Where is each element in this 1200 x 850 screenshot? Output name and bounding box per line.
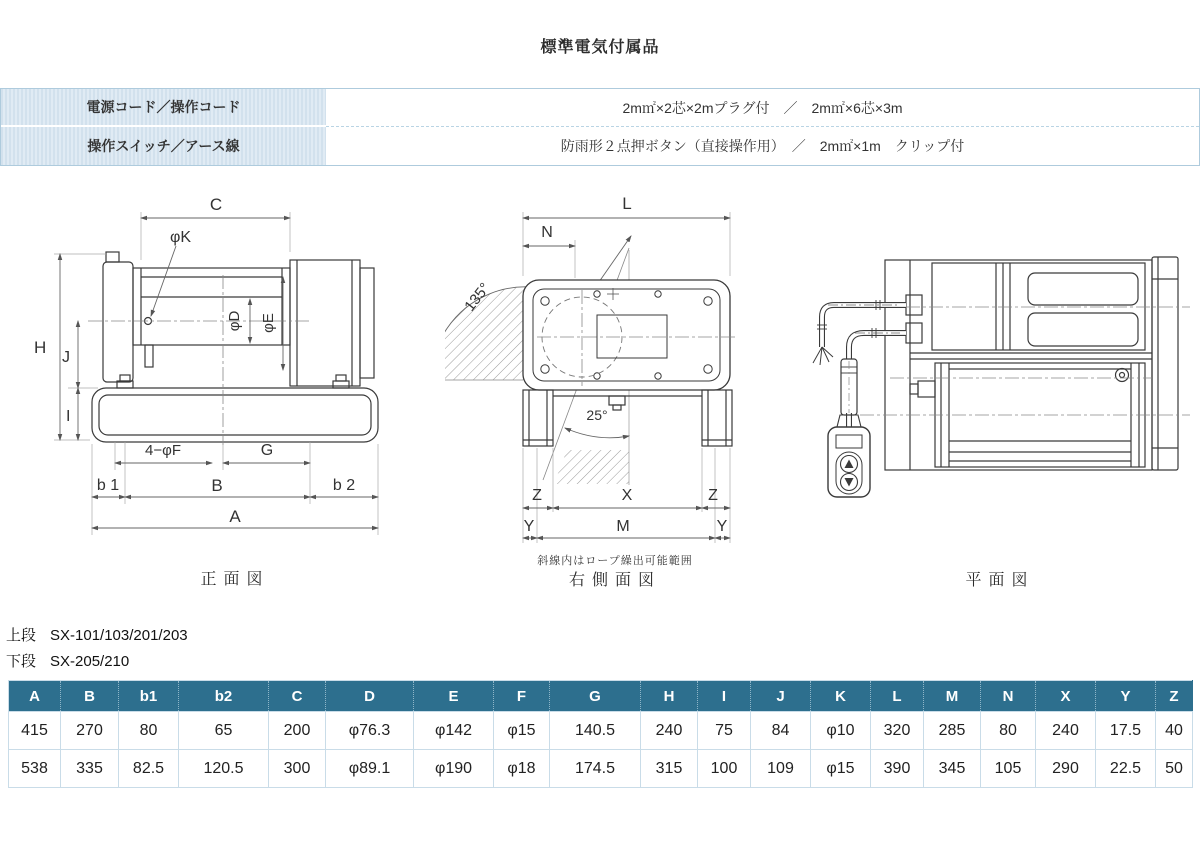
- dim-header-cell: Z: [1156, 681, 1193, 712]
- dim-cell: 82.5: [119, 750, 179, 788]
- dim-cell: 65: [179, 712, 269, 750]
- up-button-icon: [845, 460, 854, 469]
- dim-label-y-right: Y: [716, 518, 728, 535]
- dim-label-i: I: [66, 408, 71, 425]
- spec-label-switch-earth: 操作スイッチ／アース線: [1, 127, 326, 165]
- dimension-table: [8, 680, 1192, 788]
- dim-cell: 390: [871, 750, 924, 788]
- plan-view-drawing: [800, 195, 1200, 555]
- down-button-icon: [845, 478, 854, 487]
- dim-cell: φ142: [414, 712, 494, 750]
- dim-cell: 315: [641, 750, 698, 788]
- dim-cell: 300: [269, 750, 326, 788]
- dim-header-cell: C: [269, 681, 326, 712]
- dim-row-upper: [9, 712, 1193, 750]
- dim-cell: φ10: [811, 712, 871, 750]
- model-upper-value: SX-101/103/201/203: [50, 627, 188, 644]
- side-view-drawing: [445, 190, 785, 550]
- dim-label-phi-e: φE: [260, 313, 277, 333]
- front-view-drawing: [20, 190, 450, 550]
- dim-header-cell: X: [1036, 681, 1096, 712]
- dim-cell: φ15: [811, 750, 871, 788]
- dim-label-phi-k: φK: [170, 229, 192, 246]
- dim-header-cell: B: [61, 681, 119, 712]
- dim-cell: 140.5: [550, 712, 641, 750]
- dim-header-row: [9, 681, 1193, 712]
- dim-header-cell: M: [924, 681, 981, 712]
- dim-label-b2: b 2: [332, 477, 356, 494]
- angle-label-135: 135°: [461, 279, 494, 315]
- dim-row-lower: [9, 750, 1193, 788]
- dim-label-g: G: [260, 442, 274, 459]
- dim-header-cell: H: [641, 681, 698, 712]
- dim-cell: 345: [924, 750, 981, 788]
- dim-label-4phif: 4−φF: [145, 442, 181, 459]
- dim-cell: 415: [9, 712, 61, 750]
- dim-label-x: X: [621, 487, 633, 504]
- dim-header-cell: D: [326, 681, 414, 712]
- dim-header-cell: b1: [119, 681, 179, 712]
- dim-header-cell: J: [751, 681, 811, 712]
- dim-header-cell: E: [414, 681, 494, 712]
- dim-label-n: N: [541, 224, 553, 241]
- dim-label-m: M: [616, 518, 630, 535]
- spec-label-power-cord: 電源コード／操作コード: [1, 89, 326, 127]
- dim-header-cell: A: [9, 681, 61, 712]
- dim-cell: 75: [698, 712, 751, 750]
- dim-cell: 40: [1156, 712, 1193, 750]
- model-line-upper: [6, 624, 188, 645]
- dim-cell: φ190: [414, 750, 494, 788]
- dim-label-z-left: Z: [532, 487, 542, 504]
- dim-label-a: A: [229, 507, 241, 526]
- dim-cell: 174.5: [550, 750, 641, 788]
- dim-header-cell: I: [698, 681, 751, 712]
- dim-cell: 335: [61, 750, 119, 788]
- dim-label-z-right: Z: [708, 487, 718, 504]
- dim-label-b: B: [211, 476, 223, 495]
- dim-cell: 320: [871, 712, 924, 750]
- dim-cell: 538: [9, 750, 61, 788]
- dim-cell: 200: [269, 712, 326, 750]
- model-lower-label: 下段: [6, 653, 37, 670]
- dim-cell: 17.5: [1096, 712, 1156, 750]
- plan-view-caption: 平面図: [965, 572, 1035, 589]
- dim-cell: 290: [1036, 750, 1096, 788]
- dim-cell: 109: [751, 750, 811, 788]
- pendant-switch: [828, 359, 870, 497]
- dim-label-j: J: [62, 349, 70, 366]
- side-view-caption: 右側面図: [568, 572, 661, 589]
- dim-cell: 240: [1036, 712, 1096, 750]
- dim-header-cell: L: [871, 681, 924, 712]
- dim-cell: 120.5: [179, 750, 269, 788]
- dim-cell: 80: [119, 712, 179, 750]
- dim-cell: 80: [981, 712, 1036, 750]
- dim-cell: 22.5: [1096, 750, 1156, 788]
- model-lower-value: SX-205/210: [50, 653, 130, 670]
- angle-label-25: 25°: [586, 407, 608, 423]
- dim-header-cell: F: [494, 681, 550, 712]
- table-row: [1, 89, 1199, 127]
- dim-cell: φ15: [494, 712, 550, 750]
- rope-range-note: 斜線内はロープ繰出可能範囲: [537, 555, 693, 567]
- dim-cell: 240: [641, 712, 698, 750]
- dim-header-cell: K: [811, 681, 871, 712]
- dim-label-phi-d: φD: [226, 310, 243, 332]
- dim-cell: 100: [698, 750, 751, 788]
- dim-cell: 270: [61, 712, 119, 750]
- dim-header-cell: Y: [1096, 681, 1156, 712]
- table-row: [1, 127, 1199, 165]
- dim-label-b1: b 1: [96, 477, 120, 494]
- dim-header-cell: b2: [179, 681, 269, 712]
- dim-cell: φ89.1: [326, 750, 414, 788]
- dim-label-y-left: Y: [523, 518, 535, 535]
- model-line-lower: [6, 650, 129, 671]
- dim-cell: 285: [924, 712, 981, 750]
- dim-header-cell: N: [981, 681, 1036, 712]
- page-title: 標準電気付属品: [540, 39, 660, 56]
- dim-cell: 84: [751, 712, 811, 750]
- dim-cell: φ18: [494, 750, 550, 788]
- dim-label-l: L: [622, 194, 632, 213]
- front-view-caption: 正面図: [200, 571, 270, 588]
- model-upper-label: 上段: [6, 627, 37, 644]
- dim-cell: φ76.3: [326, 712, 414, 750]
- electric-accessories-table: [0, 88, 1200, 166]
- dim-label-h: H: [34, 338, 47, 357]
- dim-header-cell: G: [550, 681, 641, 712]
- dim-label-c: C: [209, 195, 223, 214]
- dim-cell: 50: [1156, 750, 1193, 788]
- spec-value-power-cord: 2m㎡×2芯×2mプラグ付 ／ 2m㎡×6芯×3m: [326, 89, 1199, 127]
- spec-value-switch-earth: 防雨形２点押ボタン（直接操作用） ／ 2m㎡×1m クリップ付: [326, 127, 1199, 165]
- dim-cell: 105: [981, 750, 1036, 788]
